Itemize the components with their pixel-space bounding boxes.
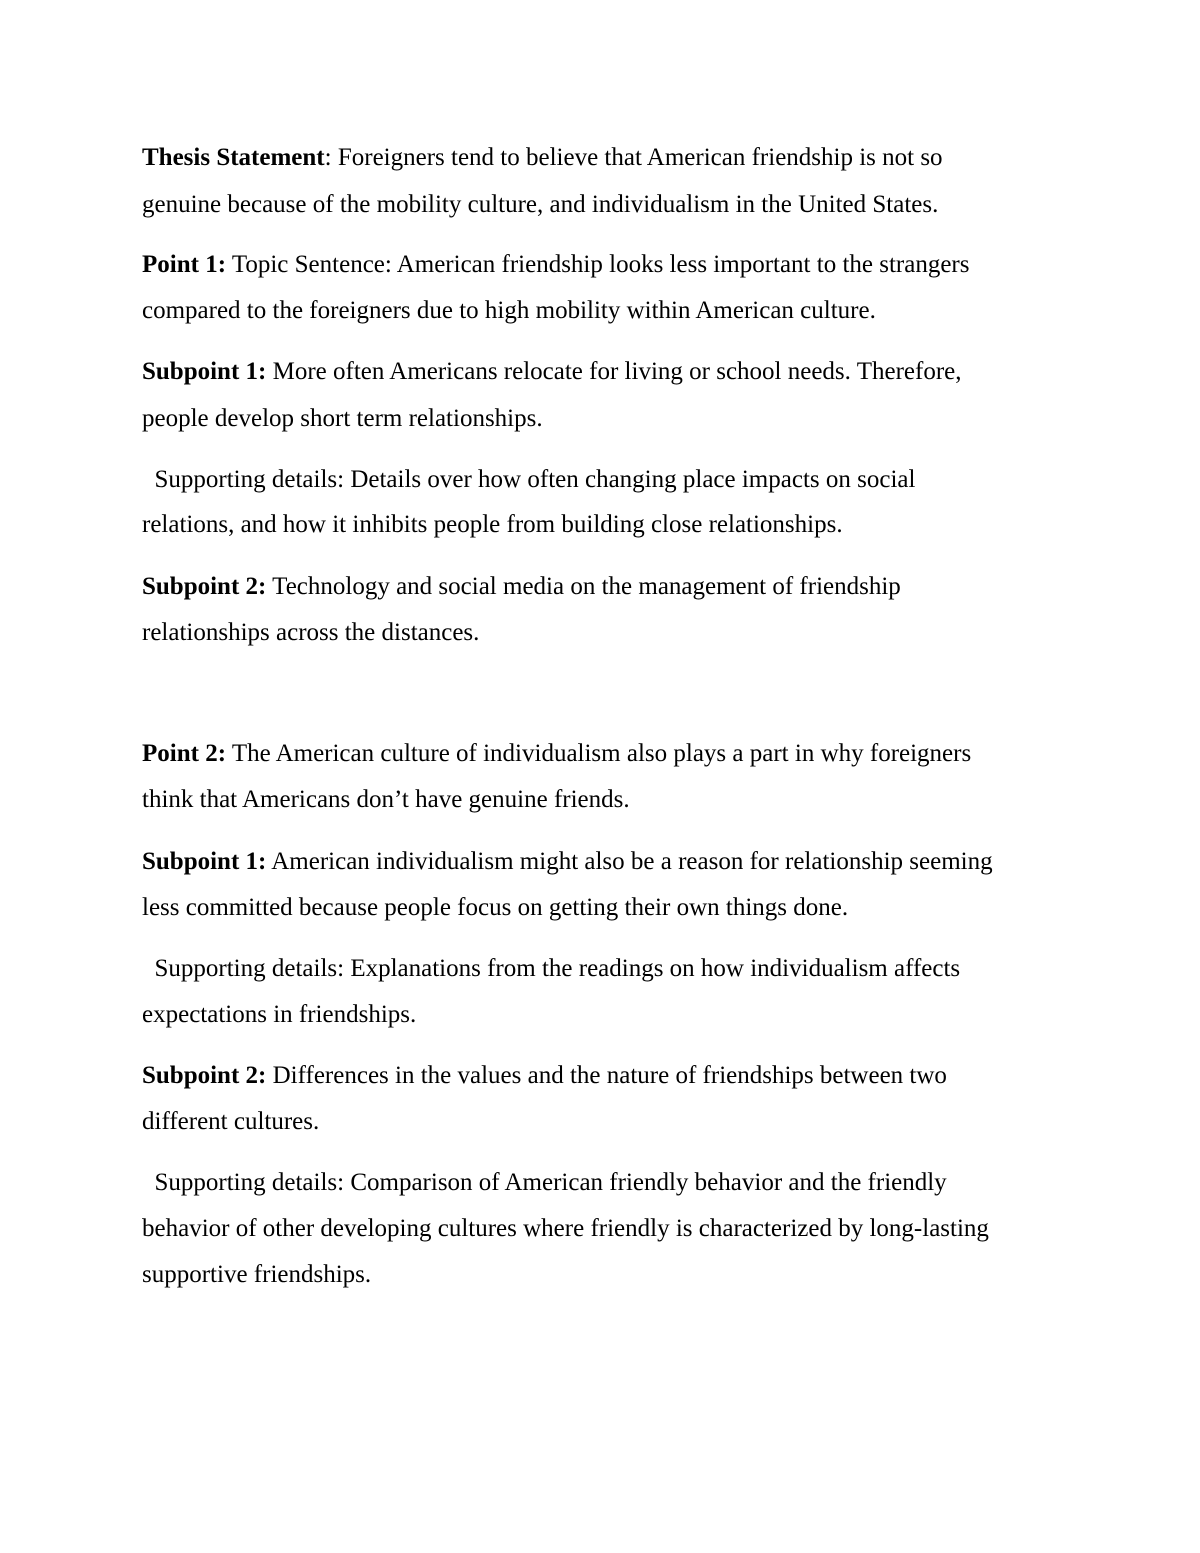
point2-line-2: think that Americans don’t have genuine friends. (142, 786, 630, 813)
point1-subpoint2-line-2: relationships across the distances. (142, 619, 480, 646)
point2-supporting1-line-1: Supporting details: Explanations from the readings on how individualism affects (142, 955, 961, 982)
point2-subpoint1-line-2: less committed because people focus on getting their own things done. (142, 894, 849, 921)
point2-subpoint1-line-1 (142, 847, 993, 877)
point2-text: The American culture of individualism also plays a part in why foreigners (226, 740, 972, 767)
thesis-text: : Foreigners tend to believe that American friendship is not so (324, 144, 943, 171)
thesis-label: Thesis Statement (142, 144, 325, 171)
point2-supporting1-line-2: expectations in friendships. (142, 1001, 417, 1028)
point1-label: Point 1: (142, 251, 227, 278)
point2-subpoint2-line-2: different cultures. (142, 1108, 320, 1135)
point1-line-2: compared to the foreigners due to high mobility within American culture. (142, 297, 876, 324)
point1-line-1 (142, 250, 970, 280)
point2-supporting2-line-1: Supporting details: Comparison of American friendly behavior and the friendly (142, 1169, 947, 1196)
point2-subpoint2-label: Subpoint 2: (142, 1062, 267, 1089)
point2-subpoint2-text: Differences in the values and the nature of friendships between two (266, 1062, 947, 1089)
thesis-line-1 (142, 143, 943, 173)
point1-subpoint2-line-1 (142, 572, 901, 602)
thesis-line-2: genuine because of the mobility culture, and individualism in the United States. (142, 191, 939, 218)
point2-supporting2-line-3: supportive friendships. (142, 1261, 372, 1288)
point2-subpoint1-label: Subpoint 1: (142, 848, 267, 875)
point1-subpoint2-text: Technology and social media on the management of friendship (266, 573, 901, 600)
point1-subpoint2-label: Subpoint 2: (142, 573, 267, 600)
point1-subpoint1-line-2: people develop short term relationships. (142, 405, 543, 432)
point2-line-1 (142, 739, 971, 769)
point1-text: Topic Sentence: American friendship looks less important to the strangers (226, 251, 970, 278)
point1-subpoint1-text: More often Americans relocate for living or school needs. Therefore, (266, 358, 962, 385)
point2-supporting2-line-2: behavior of other developing cultures where friendly is characterized by long-lasting (142, 1215, 989, 1242)
point1-subpoint1-line-1 (142, 357, 962, 387)
point1-subpoint1-label: Subpoint 1: (142, 358, 267, 385)
point2-label: Point 2: (142, 740, 227, 767)
point2-subpoint1-text: American individualism might also be a reason for relationship seeming (266, 848, 993, 875)
point1-supporting1-line-2: relations, and how it inhibits people from building close relationships. (142, 511, 843, 538)
point1-supporting1-line-1: Supporting details: Details over how often changing place impacts on social (142, 466, 916, 493)
point2-subpoint2-line-1 (142, 1061, 947, 1091)
